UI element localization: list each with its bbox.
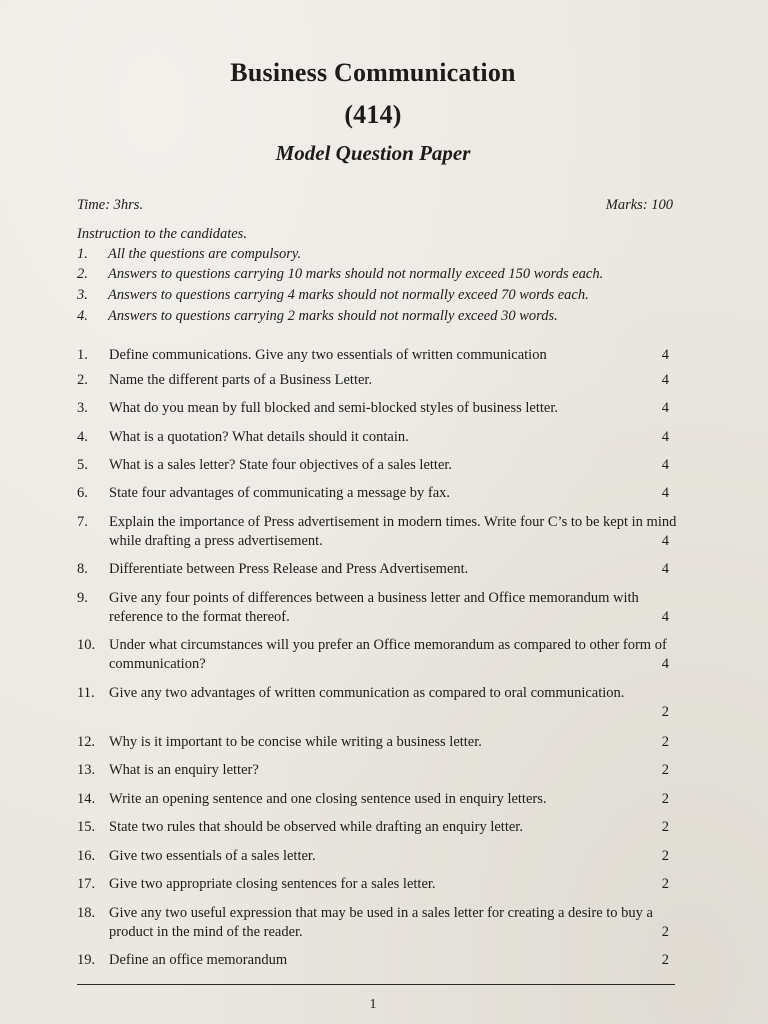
question-text: Define communications. Give any two essentials of written communication: [109, 347, 547, 363]
question-number: 18.: [77, 905, 96, 921]
question-number: 10.: [77, 637, 96, 653]
question-text: Explain the importance of Press advertisement in modern times. Write four C’s to be kept in mind while drafting a press advertisement.: [109, 514, 677, 549]
question-number: 3.: [77, 400, 88, 416]
time-label: Time: 3hrs.: [77, 197, 144, 213]
question-marks: 4: [661, 609, 669, 625]
question-text: Under what circumstances will you prefer an Office memorandum as compared to other form of communication?: [109, 637, 667, 672]
question-number: 8.: [77, 561, 88, 577]
question-number: 13.: [77, 762, 96, 778]
question-marks: 4: [661, 533, 669, 549]
question-marks: 2: [661, 762, 669, 778]
question-text: Give any two useful expression that may be used in a sales letter for creating a desire to buy a product in the mind of the reader.: [109, 905, 653, 940]
question-marks: 2: [661, 924, 669, 940]
question-text: State two rules that should be observed while drafting an enquiry letter.: [109, 819, 523, 835]
question-text: What do you mean by full blocked and semi-blocked styles of business letter.: [109, 400, 558, 416]
question-number: 2.: [77, 372, 88, 388]
question-text: What is a sales letter? State four objectives of a sales letter.: [109, 457, 453, 473]
instruction-item: [77, 266, 603, 283]
question-text: Write an opening sentence and one closing sentence used in enquiry letters.: [109, 791, 547, 807]
page-number: 1: [369, 997, 377, 1012]
instruction-text: Answers to questions carrying 4 marks should not normally exceed 70 words each.: [108, 287, 589, 303]
question-marks: 2: [661, 704, 669, 720]
question-number: 15.: [77, 819, 96, 835]
question-marks: 4: [661, 347, 669, 363]
question-number: 6.: [77, 485, 88, 501]
instructions-heading: Instruction to the candidates.: [77, 226, 247, 242]
question-text: What is a quotation? What details should it contain.: [109, 429, 409, 445]
instruction-item: [77, 246, 301, 263]
question-marks: 2: [661, 848, 669, 864]
instruction-number: 4.: [77, 308, 88, 324]
question-number: 16.: [77, 848, 96, 864]
question-text: Name the different parts of a Business Letter.: [109, 372, 373, 388]
question-marks: 4: [661, 485, 669, 501]
question-marks: 2: [661, 734, 669, 750]
question-number: 12.: [77, 734, 96, 750]
question-text: Define an office memorandum: [109, 952, 288, 968]
paper-title: Business Communication: [230, 58, 516, 87]
question-number: 5.: [77, 457, 88, 473]
question-marks: 2: [661, 819, 669, 835]
instruction-item: [77, 308, 558, 325]
question-number: 4.: [77, 429, 88, 445]
question-number: 17.: [77, 876, 96, 892]
question-text: Give any four points of differences between a business letter and Office memorandum with reference to the format thereof.: [109, 590, 639, 625]
question-text: What is an enquiry letter?: [109, 762, 259, 778]
question-text: Why is it important to be concise while writing a business letter.: [109, 734, 482, 750]
instruction-number: 3.: [77, 287, 88, 303]
instruction-number: 1.: [77, 246, 88, 262]
paper-subtitle: Model Question Paper: [275, 141, 471, 165]
footer-divider: [77, 984, 675, 985]
question-marks: 4: [661, 372, 669, 388]
instruction-number: 2.: [77, 266, 88, 282]
question-number: 11.: [77, 685, 95, 701]
question-number: 9.: [77, 590, 88, 606]
question-text: Give two appropriate closing sentences for a sales letter.: [109, 876, 436, 892]
question-marks: 2: [661, 876, 669, 892]
question-text: Give any two advantages of written communication as compared to oral communication.: [109, 685, 625, 701]
question-marks: 4: [661, 429, 669, 445]
instruction-item: [77, 287, 589, 304]
instruction-text: All the questions are compulsory.: [108, 246, 302, 262]
paper-code: (414): [344, 100, 402, 129]
question-marks: 2: [661, 952, 669, 968]
question-text: State four advantages of communicating a message by fax.: [109, 485, 451, 501]
marks-label: Marks: 100: [605, 197, 673, 213]
instruction-text: Answers to questions carrying 10 marks should not normally exceed 150 words each.: [108, 266, 604, 282]
question-text: Give two essentials of a sales letter.: [109, 848, 316, 864]
question-number: 7.: [77, 514, 88, 530]
question-number: 14.: [77, 791, 96, 807]
question-marks: 4: [661, 561, 669, 577]
question-number: 19.: [77, 952, 96, 968]
question-number: 1.: [77, 347, 88, 363]
question-marks: 2: [661, 791, 669, 807]
question-marks: 4: [661, 656, 669, 672]
question-marks: 4: [661, 457, 669, 473]
instruction-text: Answers to questions carrying 2 marks should not normally exceed 30 words.: [108, 308, 558, 324]
question-marks: 4: [661, 400, 669, 416]
question-text: Differentiate between Press Release and Press Advertisement.: [109, 561, 469, 577]
